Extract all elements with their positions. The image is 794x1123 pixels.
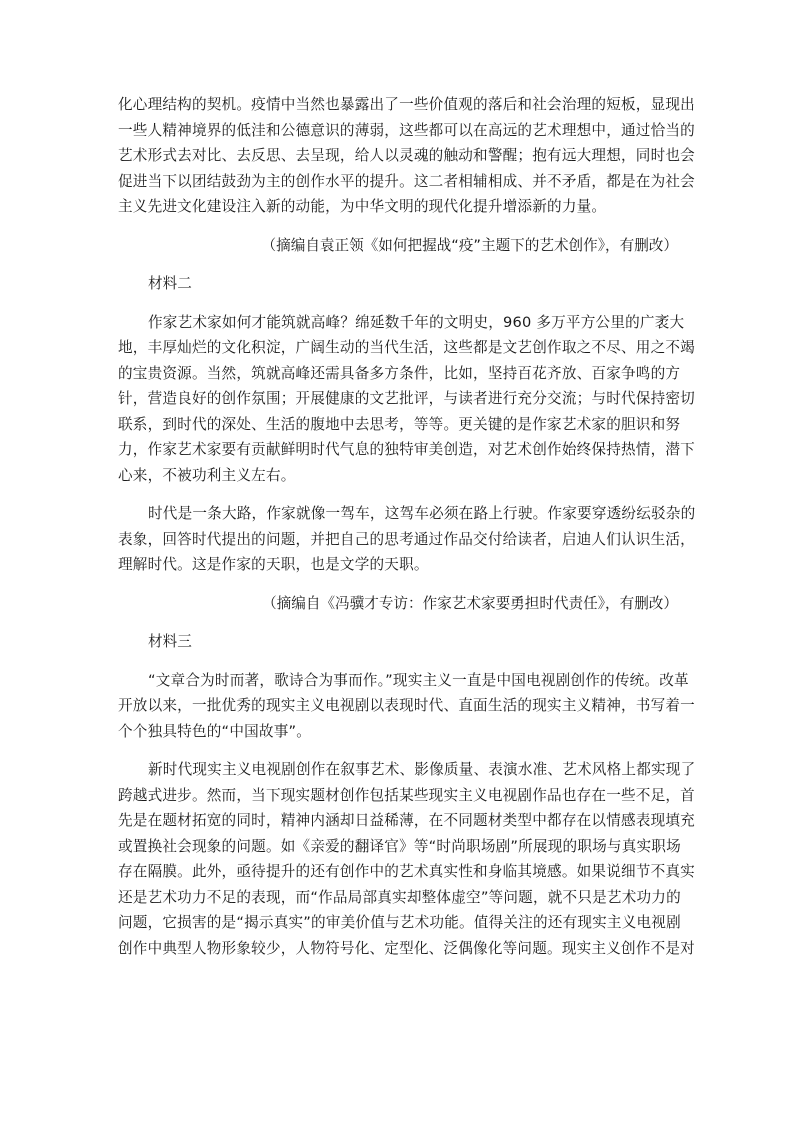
text-line: 力，作家艺术家要有贡献鲜明时代气息的独特审美创造，对艺术创作始终保持热情，潜下 — [118, 441, 695, 458]
text-line: 心来，不被功利主义左右。 — [118, 466, 296, 484]
paragraph-1 — [118, 92, 695, 220]
text-line: 联系，到时代的深处、生活的腹地中去思考，等等。更关键的是作家艺术家的胆识和努 — [118, 415, 681, 433]
text-line: 还是艺术功力不足的表现，而“作品局部真实却整体虚空”等问题，就不只是艺术功力的 — [118, 888, 681, 906]
section-heading-3: 材料三 — [148, 633, 192, 650]
text-line: 时代是一条大路，作家就像一驾车，这驾车必须在路上行驶。作家要穿透纷纭驳杂的 — [148, 505, 696, 522]
paragraph-5 — [118, 757, 696, 961]
paragraph-3 — [118, 501, 696, 578]
text-line: 促进当下以团结鼓劲为主的创作水平的提升。这二者相辅相成、并不矛盾，都是在为社会 — [118, 172, 695, 190]
text-line: 作家艺术家如何才能筑就高峰？绵延数千年的文明史，960 多万平方公里的广袤大 — [148, 313, 685, 331]
text-line: 主义先进文化建设注入新的动能，为中华文明的现代化提升增添新的力量。 — [118, 198, 607, 215]
text-line: 或置换社会现象的问题。如《亲爱的翻译官》等“时尚职场剧”所展现的职场与真实职场 — [118, 837, 681, 855]
text-line: 一些人精神境界的低洼和公德意识的薄弱，这些都可以在高远的艺术理想中，通过恰当的 — [118, 121, 695, 139]
text-line: 开放以来，一批优秀的现实主义电视剧以表现时代、直面生活的现实主义精神，书写着一 — [118, 697, 695, 714]
document-page — [118, 92, 696, 974]
text-line: 针，营造良好的创作氛围；开展健康的文艺批评，与读者进行充分交流；与时代保持密切 — [118, 390, 695, 407]
paragraph-4 — [118, 668, 695, 745]
text-line: 理解时代。这是作家的天职，也是文学的天职。 — [118, 556, 429, 573]
text-line: 跨越式进步。然而，当下现实题材创作包括某些现实主义电视剧作品也存在一些不足，首 — [118, 786, 695, 804]
text-line: 先是在题材拓宽的同时，精神内涵却日益稀薄，在不同题材类型中都存在以情感表现填充 — [118, 812, 695, 829]
text-line: 存在隔膜。此外，亟待提升的还有创作中的艺术真实性和身临其境感。如果说细节不真实 — [118, 863, 695, 880]
text-line: “文章合为时而著，歌诗合为事而作。”现实主义一直是中国电视剧创作的传统。改革 — [148, 671, 689, 689]
source-citation-1: （摘编自袁正领《如何把握战“疫”主题下的艺术创作》，有删改） — [261, 236, 678, 254]
text-line: 问题，它损害的是“揭示真实”的审美价值与艺术功能。值得关注的还有现实主义电视剧 — [118, 914, 681, 931]
text-line: 艺术形式去对比、去反思、去呈现，给人以灵魂的触动和警醒；抱有远大理想，同时也会 — [118, 147, 695, 164]
text-line: 的宝贵资源。当然，筑就高峰还需具备多方条件，比如，坚持百花齐放、百家争鸣的方 — [118, 364, 681, 382]
text-line: 地，丰厚灿烂的文化积淀，广阔生动的当代生活，这些都是文艺创作取之不尽、用之不竭 — [118, 339, 695, 356]
source-citation-2: （摘编自《冯骥才专访：作家艺术家要勇担时代责任》，有删改） — [262, 594, 678, 612]
paragraph-2 — [118, 310, 695, 489]
text-line: 化心理结构的契机。疫情中当然也暴露出了一些价值观的落后和社会治理的短板，显现出 — [118, 96, 695, 113]
text-line: 个个独具特色的“中国故事”。 — [118, 722, 312, 740]
section-heading-2: 材料二 — [148, 275, 192, 292]
text-line: 表象，回答时代提出的问题，并把自己的思考通过作品交付给读者，启迪人们认识生活， — [118, 530, 695, 548]
text-line: 创作中典型人物形象较少，人物符号化、定型化、泛偶像化等问题。现实主义创作不是对 — [118, 939, 695, 957]
text-line: 新时代现实主义电视剧创作在叙事艺术、影像质量、表演水准、艺术风格上都实现了 — [148, 761, 696, 778]
